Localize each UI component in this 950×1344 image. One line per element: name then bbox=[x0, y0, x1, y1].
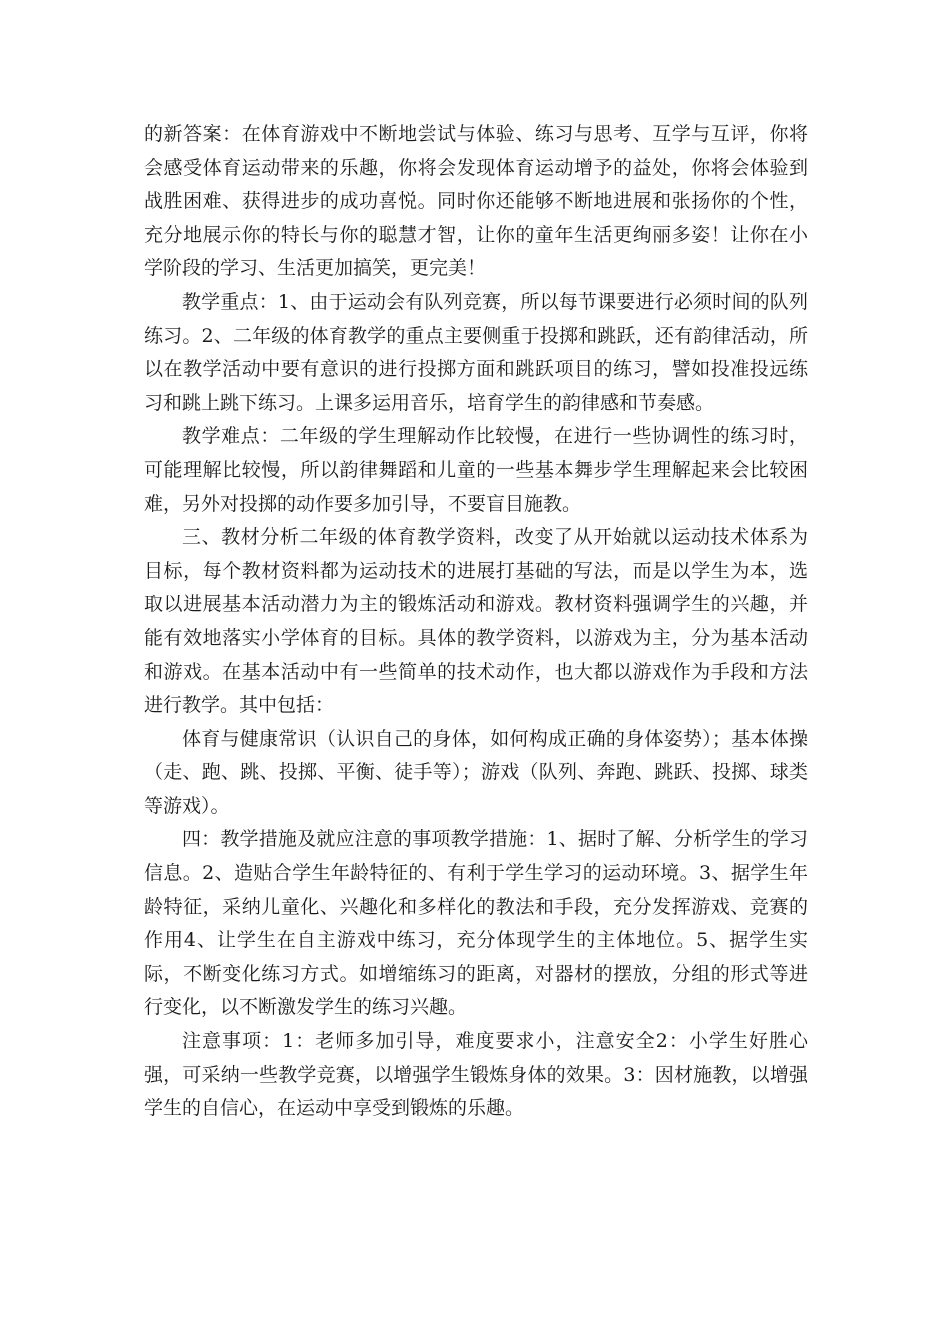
document-page bbox=[144, 118, 808, 1126]
paragraph-precautions: 注意事项：1：老师多加引导，难度要求小，注意安全2：小学生好胜心强，可采纳一些教学竞赛，以增强学生锻炼身体的效果。3：因材施教，以增强学生的自信心，在运动中享受到锻炼的乐趣。 bbox=[144, 1030, 808, 1120]
paragraph-teaching-focus: 教学重点：1、由于运动会有队列竞赛，所以每节课要进行必须时间的队列练习。2、二年级的体育教学的重点主要侧重于投掷和跳跃，还有韵律活动，所以在教学活动中要有意识的进行投掷方面和跳跃项目的练习，譬如投准投远练习和跳上跳下练习。上课多运用音乐，培育学生的韵律感和节奏感。 bbox=[144, 290, 808, 414]
paragraph-teaching-measures: 四：教学措施及就应注意的事项教学措施：1、据时了解、分析学生的学习信息。2、造贴合学生年龄特征的、有利于学生学习的运动环境。3、据学生年龄特征，采纳儿童化、兴趣化和多样化的教法和手段，充分发挥游戏、竞赛的作用4、让学生在自主游戏中练习，充分体现学生的主体地位。5、据学生实际，不断变化练习方式。如增缩练习的距离，对器材的摆放，分组的形式等进行变化，以不断激发学生的练习兴趣。 bbox=[144, 828, 808, 1019]
paragraph-intro-continued: 的新答案：在体育游戏中不断地尝试与体验、练习与思考、互学与互评，你将会感受体育运动带来的乐趣，你将会发现体育运动增予的益处，你将会体验到战胜困难、获得进步的成功喜悦。同时你还能够不断地进展和张扬你的个性，充分地展示你的特长与你的聪慧才智，让你的童年生活更绚丽多姿！让你在小学阶段的学习、生活更加搞笑，更完美！ bbox=[144, 123, 808, 280]
paragraph-teaching-difficulty: 教学难点：二年级的学生理解动作比较慢，在进行一些协调性的练习时，可能理解比较慢，所以韵律舞蹈和儿童的一些基本舞步学生理解起来会比较困难，另外对投掷的动作要多加引导，不要盲目施教。 bbox=[144, 425, 808, 515]
paragraph-material-contents: 体育与健康常识（认识自己的身体，如何构成正确的身体姿势）；基本体操（走、跑、跳、投掷、平衡、徒手等）；游戏（队列、奔跑、跳跃、投掷、球类等游戏）。 bbox=[144, 727, 808, 817]
paragraph-material-analysis: 三、教材分析二年级的体育教学资料，改变了从开始就以运动技术体系为目标，每个教材资料都为运动技术的进展打基础的写法，而是以学生为本，选取以进展基本活动潜力为主的锻炼活动和游戏。教材资料强调学生的兴趣，并能有效地落实小学体育的目标。具体的教学资料，以游戏为主，分为基本活动和游戏。在基本活动中有一些简单的技术动作，也大都以游戏作为手段和方法进行教学。其中包括： bbox=[144, 526, 808, 717]
